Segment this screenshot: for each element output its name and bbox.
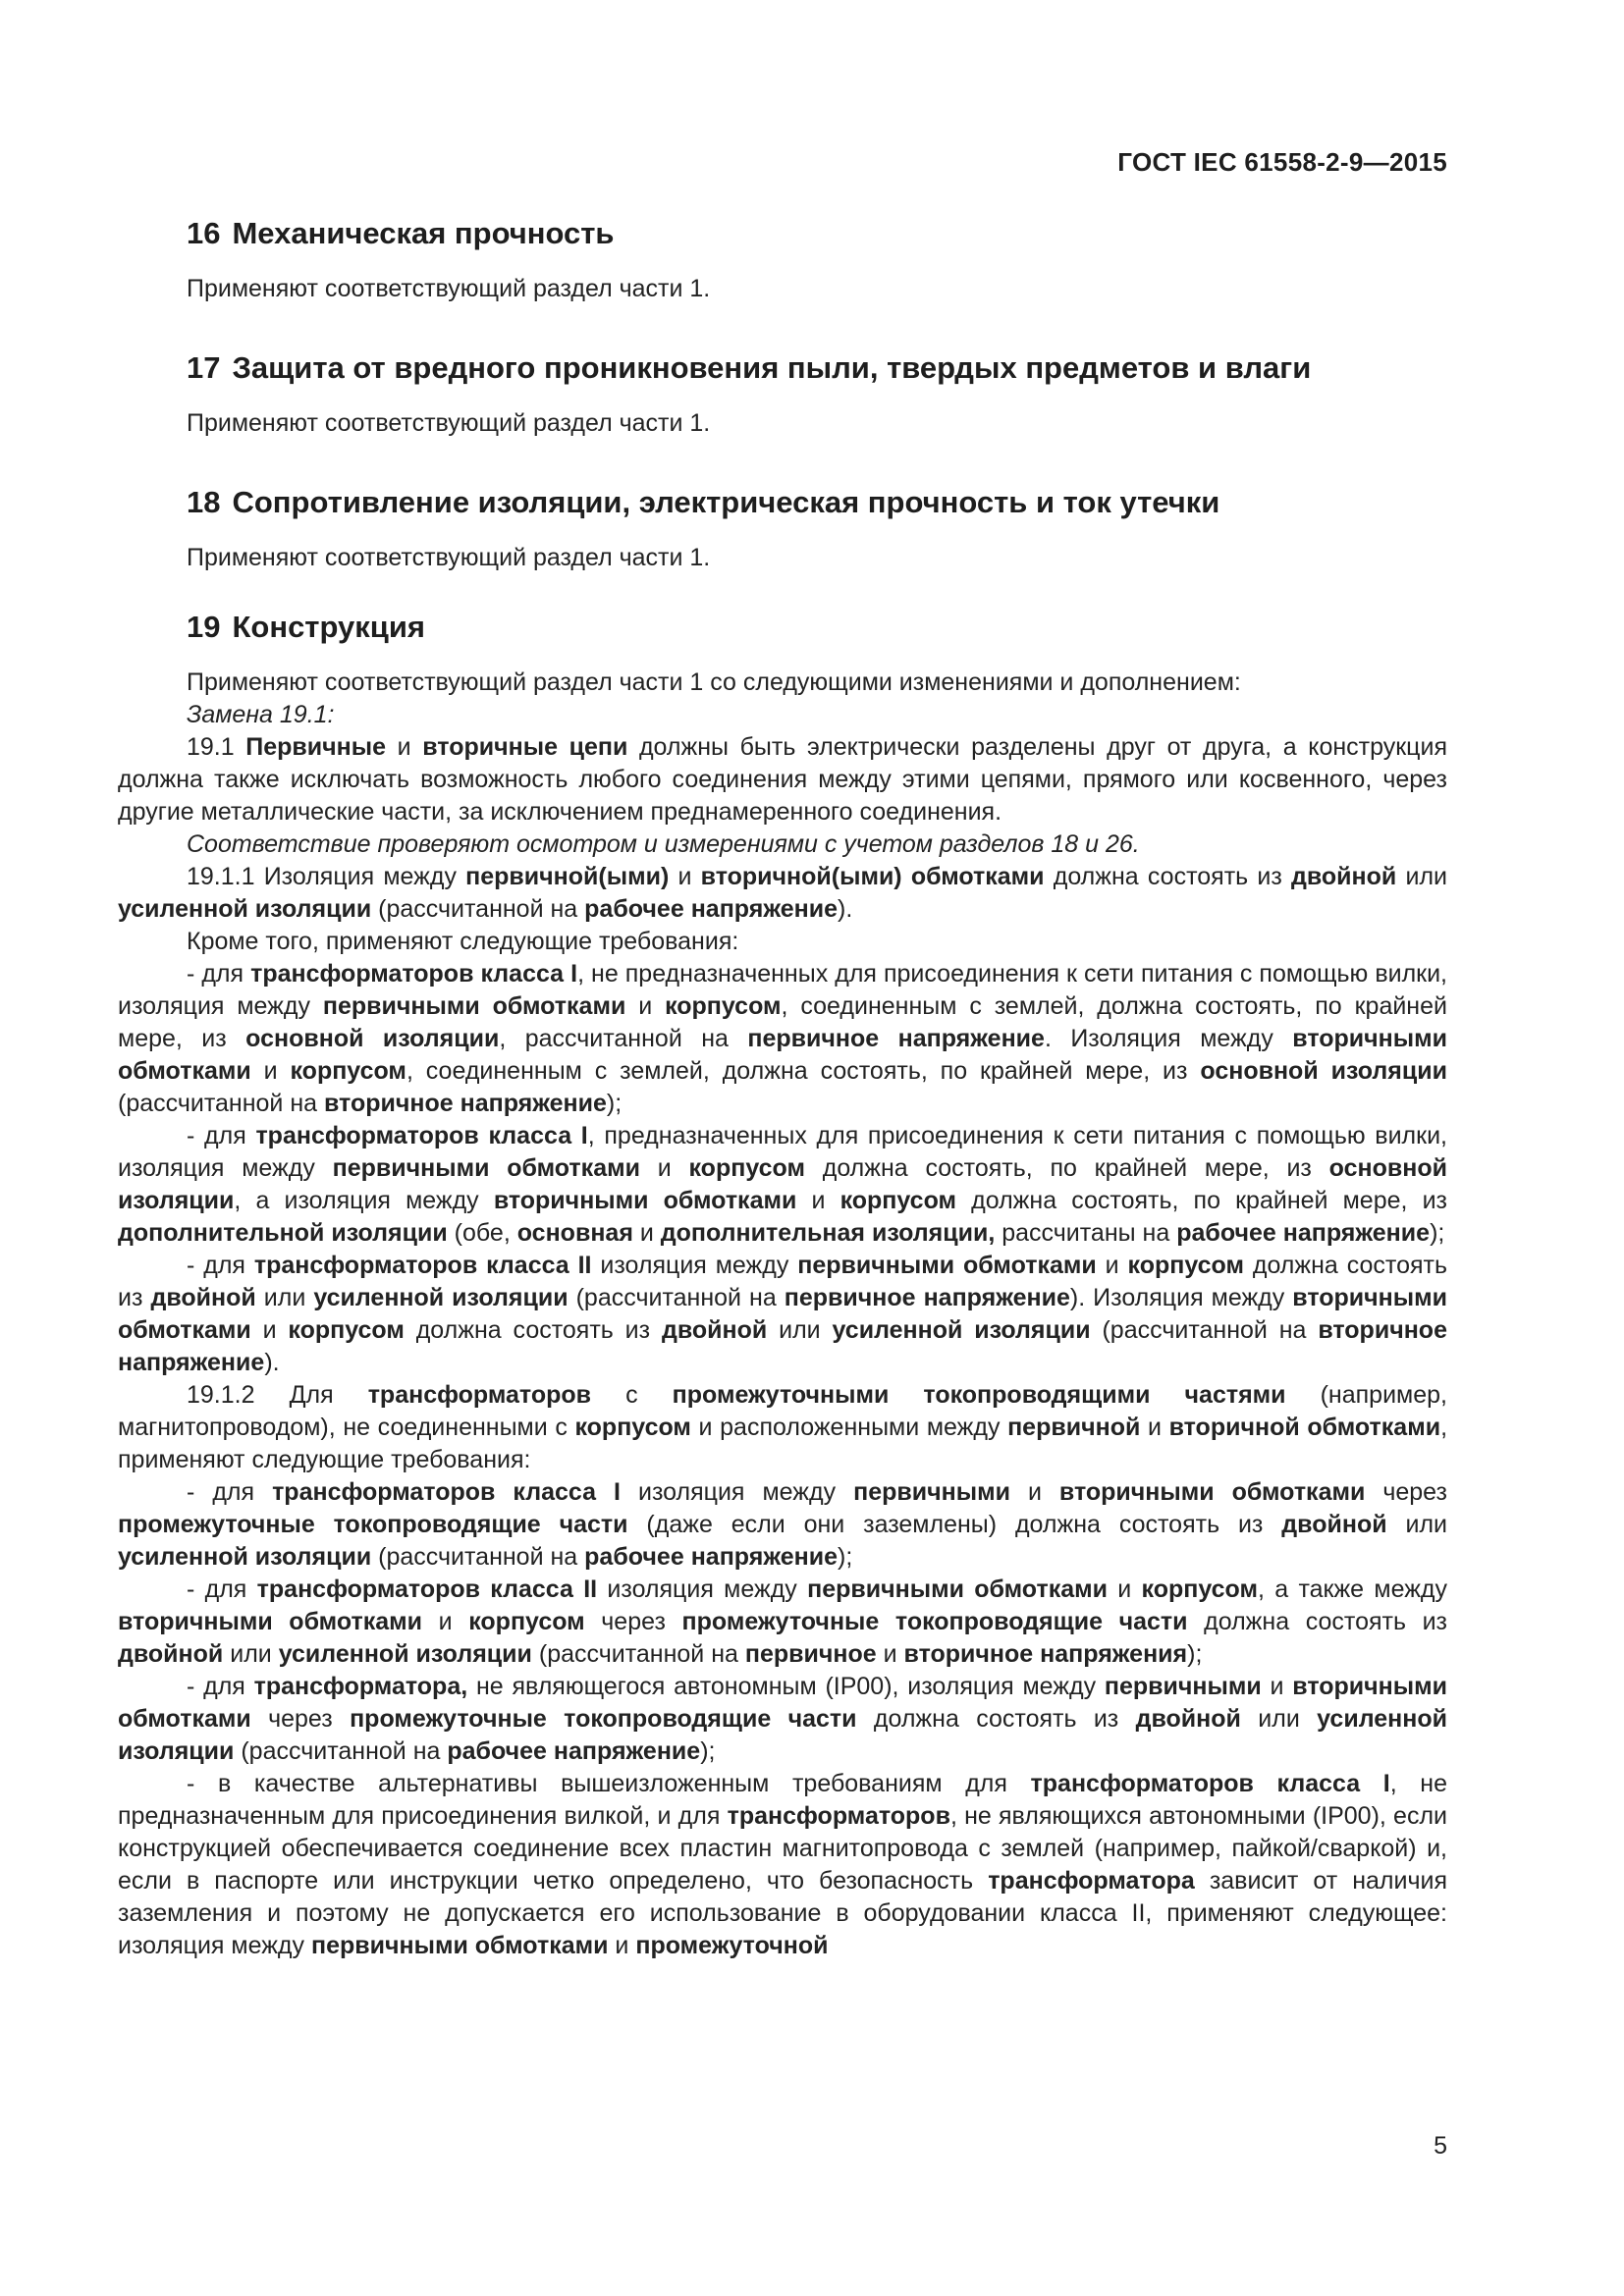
text-segment: - для: [187, 1478, 273, 1506]
text-segment: );: [700, 1737, 716, 1765]
text-segment: через: [1365, 1478, 1448, 1506]
text-segment: (рассчитанной на: [371, 1543, 585, 1571]
bold-term: вторичной обмотками: [1168, 1414, 1441, 1441]
text-segment: - для: [187, 1575, 257, 1603]
text-segment: , рассчитанной на: [499, 1025, 748, 1052]
text-segment: 19.1.1 Изоляция между: [187, 863, 466, 890]
bold-term: первичными обмотками: [310, 1932, 609, 1959]
text-segment: ).: [838, 895, 853, 923]
text-segment: и расположенными между: [690, 1414, 1008, 1441]
bold-term: вторичное напряжение: [324, 1090, 607, 1117]
bold-term: корпусом: [290, 1057, 406, 1085]
bold-term: вторичное напряжения: [903, 1640, 1188, 1668]
bold-term: промежуточной: [635, 1932, 829, 1959]
text-segment: и: [1096, 1252, 1128, 1279]
text-segment: и: [608, 1932, 636, 1959]
replacement-label: Замена 19.1:: [187, 701, 335, 728]
text-segment: должна состоять из: [404, 1316, 662, 1344]
bold-term: основной изоляции: [245, 1025, 500, 1052]
requirement-intermediate-class-1: [118, 1476, 1447, 1574]
text-segment: - для: [187, 960, 251, 988]
text-segment: изоляция между: [597, 1575, 808, 1603]
text-segment: рассчитаны на: [995, 1219, 1177, 1247]
bold-term: корпусом: [468, 1608, 585, 1635]
text-segment: );: [1430, 1219, 1445, 1247]
section-18-text: Применяют соответствующий раздел части 1.: [187, 544, 711, 571]
text-segment: и: [386, 733, 423, 761]
requirement-ip00: [118, 1671, 1447, 1768]
requirement-class-2: [118, 1250, 1447, 1379]
bold-term: промежуточные токопроводящие части: [118, 1511, 628, 1538]
requirement-class-1-plug: [118, 1120, 1447, 1250]
text-segment: , не предназначенным для присоединения вилкой, и для: [118, 1770, 1447, 1830]
compliance-note: Соответствие проверяют осмотром и измерениями с учетом разделов 18 и 26.: [187, 830, 1140, 858]
bold-term: усиленной изоляции: [118, 1543, 372, 1571]
bold-term: усиленной изоляции: [832, 1316, 1091, 1344]
requirement-alternative: [118, 1768, 1447, 1962]
bold-term: трансформаторов класса I: [272, 1478, 621, 1506]
bold-term: корпусом: [574, 1414, 691, 1441]
bold-term: Первичные: [245, 733, 387, 761]
requirement-class-1-no-plug: [118, 958, 1447, 1120]
bold-term: трансформаторов класса I: [255, 1122, 588, 1149]
text-segment: и: [1107, 1575, 1142, 1603]
text-segment: или: [255, 1284, 314, 1311]
bold-term: вторичными обмотками: [493, 1187, 797, 1214]
text-segment: должна состоять, по крайней мере, из: [804, 1154, 1329, 1182]
bold-term: двойной: [1135, 1705, 1241, 1733]
text-segment: через: [584, 1608, 682, 1635]
text-segment: , предназначенных для присоединения к сети питания с помощью вилки, изоляция между: [118, 1122, 1447, 1182]
bold-term: вторичными обмотками: [118, 1284, 1447, 1344]
bold-term: трансформаторов: [727, 1802, 950, 1830]
text-segment: и: [796, 1187, 840, 1214]
text-segment: должна состоять, по крайней мере, из: [956, 1187, 1448, 1214]
bold-term: усиленной изоляции: [313, 1284, 568, 1311]
page-content: [118, 214, 1447, 1962]
section-19-heading: 19 Конструкция: [187, 610, 425, 644]
text-segment: и: [422, 1608, 469, 1635]
bold-term: двойной: [1290, 863, 1397, 890]
bold-term: трансформатора,: [253, 1673, 468, 1700]
text-segment: (рассчитанной на: [1090, 1316, 1319, 1344]
text-segment: - в качестве альтернативы вышеизложенным требованиям для: [187, 1770, 1031, 1797]
section-17-heading: 17 Защита от вредного проникновения пыли, твердых предметов и влаги: [187, 350, 1312, 385]
bold-term: первичное напряжение: [784, 1284, 1070, 1311]
section-16-text: Применяют соответствующий раздел части 1.: [187, 275, 711, 302]
text-segment: , а изоляция между: [234, 1187, 494, 1214]
bold-term: вторичными обмотками: [118, 1673, 1447, 1733]
text-segment: изоляция между: [621, 1478, 854, 1506]
clause-19-1-1: [118, 861, 1447, 926]
bold-term: двойной: [150, 1284, 256, 1311]
text-segment: и: [250, 1316, 289, 1344]
text-segment: (например, магнитопроводом), не соединенными с: [118, 1381, 1447, 1441]
section-17-text: Применяют соответствующий раздел части 1.: [187, 409, 711, 437]
bold-term: первичными обмотками: [332, 1154, 640, 1182]
bold-term: двойной: [118, 1640, 224, 1668]
text-segment: (рассчитанной на: [371, 895, 585, 923]
text-segment: или: [1396, 863, 1447, 890]
text-segment: зависит от наличия заземления и поэтому не допускается его использование в оборудовании класса II, применяют следующее: изоляция между: [118, 1867, 1447, 1959]
clause-19-1: [118, 731, 1447, 828]
text-segment: должна состоять из: [1044, 863, 1291, 890]
bold-term: дополнительная изоляции,: [660, 1219, 996, 1247]
text-segment: (рассчитанной на: [531, 1640, 745, 1668]
section-18-heading: 18 Сопротивление изоляции, электрическая прочность и ток утечки: [187, 485, 1220, 519]
requirement-intermediate-class-2: [118, 1574, 1447, 1671]
section-16-heading: 16 Механическая прочность: [187, 216, 615, 250]
bold-term: трансформаторов класса II: [253, 1252, 592, 1279]
additional-requirements: Кроме того, применяют следующие требования:: [187, 928, 739, 955]
bold-term: первичной: [1007, 1414, 1141, 1441]
bold-term: основная: [516, 1219, 633, 1247]
bold-term: трансформаторов класса II: [256, 1575, 598, 1603]
text-segment: должна состоять из: [1187, 1608, 1448, 1635]
text-segment: );: [1187, 1640, 1203, 1668]
bold-term: первичное: [744, 1640, 877, 1668]
text-segment: );: [606, 1090, 623, 1117]
text-segment: (обе,: [447, 1219, 517, 1247]
text-segment: - для: [187, 1673, 254, 1700]
bold-term: усиленной изоляции: [118, 895, 372, 923]
bold-term: трансформаторов класса I: [250, 960, 578, 988]
text-segment: должна состоять из: [856, 1705, 1136, 1733]
bold-term: промежуточные токопроводящие части: [350, 1705, 857, 1733]
text-segment: - для: [187, 1252, 254, 1279]
text-segment: изоляция между: [591, 1252, 798, 1279]
bold-term: рабочее напряжение: [584, 1543, 838, 1571]
text-segment: . Изоляция между: [1044, 1025, 1293, 1052]
text-segment: , не предназначенных для присоединения к сети питания с помощью вилки, изоляция между: [118, 960, 1447, 1020]
bold-term: первичными обмотками: [322, 992, 626, 1020]
text-segment: (рассчитанной на: [234, 1737, 448, 1765]
page-number: 5: [1434, 2132, 1447, 2160]
text-segment: с: [591, 1381, 673, 1409]
text-segment: );: [838, 1543, 853, 1571]
bold-term: корпусом: [665, 992, 782, 1020]
bold-term: основной изоляции: [118, 1154, 1447, 1214]
bold-term: вторичной(ыми) обмотками: [700, 863, 1045, 890]
text-segment: и: [1140, 1414, 1169, 1441]
bold-term: корпусом: [688, 1154, 805, 1182]
text-segment: 19.1: [187, 733, 246, 761]
text-segment: через: [250, 1705, 351, 1733]
bold-term: основной изоляции: [1200, 1057, 1447, 1085]
section-19-intro: Применяют соответствующий раздел части 1 со следующими изменениями и дополнением:: [187, 668, 1241, 696]
bold-term: первичными: [1104, 1673, 1262, 1700]
text-segment: и: [669, 863, 701, 890]
bold-term: корпусом: [288, 1316, 405, 1344]
text-segment: должна состоять из: [118, 1252, 1448, 1311]
bold-term: вторичные цепи: [422, 733, 628, 761]
bold-term: трансформаторов: [367, 1381, 592, 1409]
text-segment: или: [767, 1316, 833, 1344]
text-segment: , не являющихся автономными (IP00), если конструкцией обеспечивается соединение всех пластин магнитопровода с землей (например, пайкой/сваркой) и, если в паспорте или инструкции четко определено, что безопасность: [118, 1802, 1447, 1895]
text-segment: не являющегося автономным (IP00), изоляция между: [467, 1673, 1105, 1700]
bold-term: вторичное напряжение: [118, 1316, 1447, 1376]
bold-term: корпусом: [1141, 1575, 1258, 1603]
bold-term: вторичными обмотками: [1058, 1478, 1366, 1506]
text-segment: (рассчитанной на: [568, 1284, 785, 1311]
bold-term: корпусом: [1127, 1252, 1244, 1279]
text-segment: или: [1386, 1511, 1447, 1538]
bold-term: вторичными обмотками: [118, 1608, 423, 1635]
text-segment: и: [1261, 1673, 1293, 1700]
text-segment: , соединенным с землей, должна состоять, по крайней мере, из: [406, 1057, 1201, 1085]
text-segment: , соединенным с землей, должна состоять, по крайней мере, из: [118, 992, 1447, 1052]
text-segment: и: [250, 1057, 291, 1085]
text-segment: ). Изоляция между: [1069, 1284, 1293, 1311]
bold-term: рабочее напряжение: [447, 1737, 701, 1765]
bold-term: корпусом: [839, 1187, 957, 1214]
text-segment: или: [223, 1640, 279, 1668]
bold-term: вторичными обмотками: [118, 1025, 1447, 1085]
bold-term: первичными обмотками: [797, 1252, 1097, 1279]
bold-term: усиленной изоляции: [118, 1705, 1447, 1765]
text-segment: и: [1009, 1478, 1059, 1506]
text-segment: , применяют следующие требования:: [118, 1414, 1448, 1473]
bold-term: дополнительной изоляции: [118, 1219, 448, 1247]
bold-term: первичными обмотками: [807, 1575, 1108, 1603]
bold-term: первичной(ыми): [465, 863, 670, 890]
text-segment: - для: [187, 1122, 256, 1149]
bold-term: трансформатора: [988, 1867, 1195, 1895]
bold-term: усиленной изоляции: [278, 1640, 532, 1668]
bold-term: двойной: [1281, 1511, 1387, 1538]
text-segment: и: [625, 992, 666, 1020]
bold-term: промежуточными токопроводящими частями: [672, 1381, 1286, 1409]
document-code: ГОСТ IEC 61558-2-9—2015: [1117, 147, 1447, 177]
text-segment: должны быть электрически разделены друг от друга, а конструкция должна также исключать возможность любого соединения между этими цепями, прямого или косвенного, через другие металлические части, за исключением преднамеренного соединения.: [118, 733, 1448, 826]
bold-term: первичное напряжение: [747, 1025, 1045, 1052]
bold-term: промежуточные токопроводящие части: [681, 1608, 1188, 1635]
text-segment: и: [639, 1154, 689, 1182]
bold-term: двойной: [661, 1316, 768, 1344]
text-segment: (рассчитанной на: [118, 1090, 324, 1117]
bold-term: рабочее напряжение: [1176, 1219, 1431, 1247]
text-segment: или: [1240, 1705, 1318, 1733]
text-segment: и: [632, 1219, 661, 1247]
text-segment: 19.1.2 Для: [187, 1381, 368, 1409]
bold-term: первичными: [853, 1478, 1010, 1506]
bold-term: трансформаторов класса I: [1030, 1770, 1390, 1797]
text-segment: ).: [264, 1349, 280, 1376]
text-segment: и: [876, 1640, 904, 1668]
text-segment: , а также между: [1258, 1575, 1448, 1603]
bold-term: рабочее напряжение: [584, 895, 838, 923]
clause-19-1-2: [118, 1379, 1447, 1476]
text-segment: (даже если они заземлены) должна состоять из: [627, 1511, 1282, 1538]
